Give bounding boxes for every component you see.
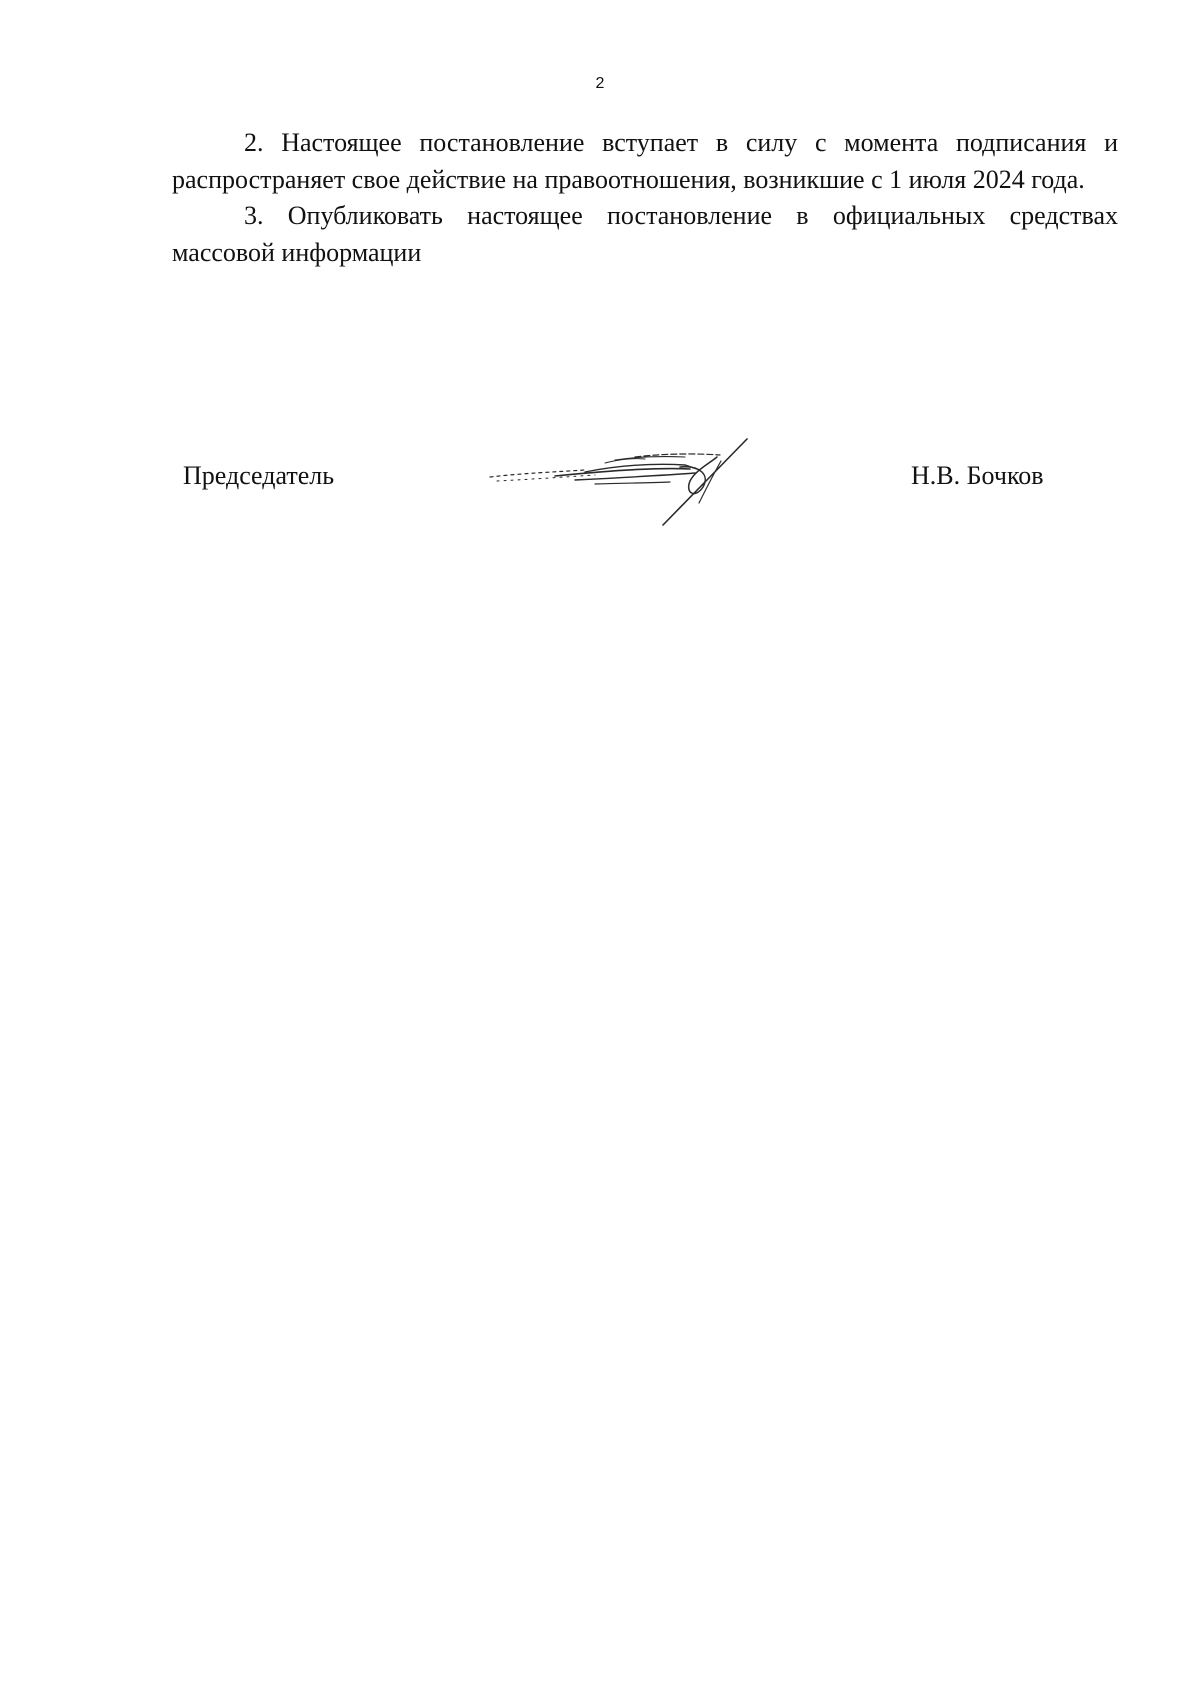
handwritten-signature: [485, 435, 765, 530]
page-number: 2: [595, 75, 605, 92]
signature-block: [0, 0, 1200, 600]
paragraph-2: 2. Настоящее постановление вступает в силу с момента подписания и распространяет свое действие на правоотношения, возникшие с 1 июля 2024 года.: [172, 128, 1118, 194]
paragraph-3: 3. Опубликовать настоящее постановление в официальных средствах массовой информации: [172, 201, 1118, 267]
signatory-name: Н.В. Бочков: [911, 461, 1044, 490]
signatory-title: Председатель: [183, 461, 335, 490]
